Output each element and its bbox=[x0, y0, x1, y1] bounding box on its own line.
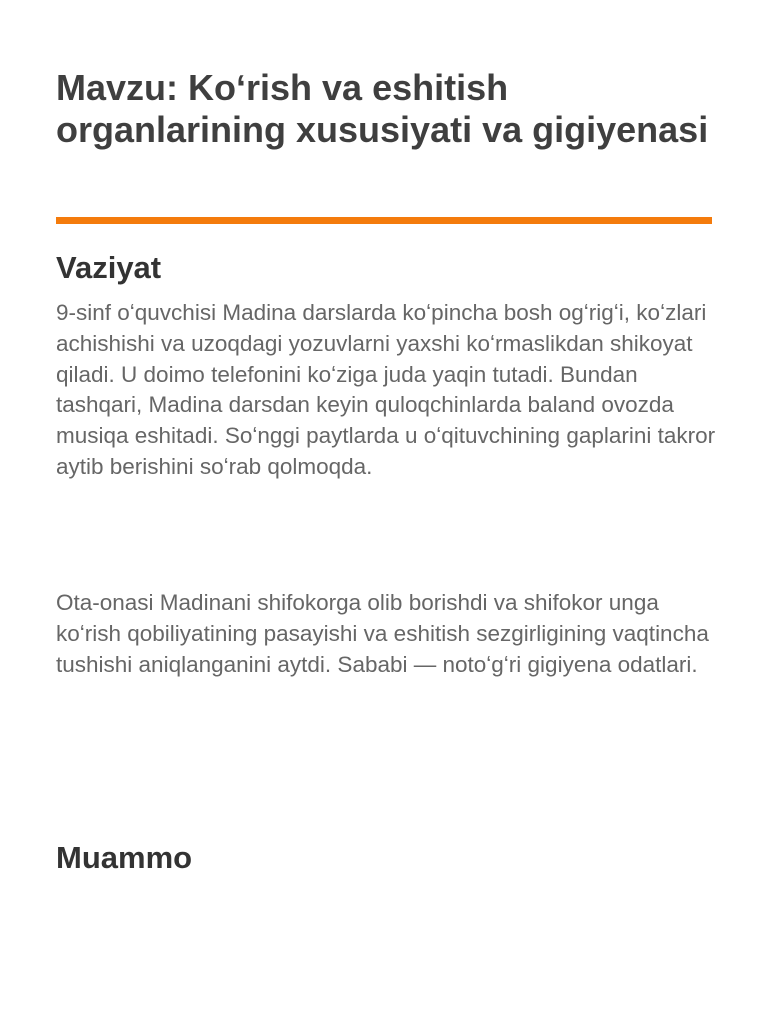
title-divider bbox=[56, 217, 712, 224]
page-title: Mavzu: Koʻrish va eshitish organlarining xususiyati va gigiyenasi bbox=[56, 67, 709, 150]
section-heading-muammo: Muammo bbox=[56, 840, 193, 875]
section-heading-vaziyat: Vaziyat bbox=[56, 250, 162, 285]
vaziyat-paragraph-2: Ota-onasi Madinani shifokorga olib borishdi va shifokor unga koʻrish qobiliyatining pasayishi va eshitish sezgirligining vaqtincha tushishi aniqlanganini aytdi. Sababi — notoʻgʻri gigiyena odatlari. bbox=[56, 590, 709, 677]
document-page bbox=[56, 0, 716, 1024]
vaziyat-paragraph-1: 9-sinf oʻquvchisi Madina darslarda koʻpincha bosh ogʻrigʻi, koʻzlari achishishi va uzoqdagi yozuvlarni yaxshi koʻrmaslikdan shikoyat qiladi. U doimo telefonini koʻziga juda yaqin tutadi. Bundan tashqari, Madina darsdan keyin quloqchinlarda baland ovozda musiqa eshitadi. Soʻnggi paytlarda u oʻqituvchining gaplarini takror aytib berishini soʻrab qolmoqda. bbox=[56, 300, 716, 479]
